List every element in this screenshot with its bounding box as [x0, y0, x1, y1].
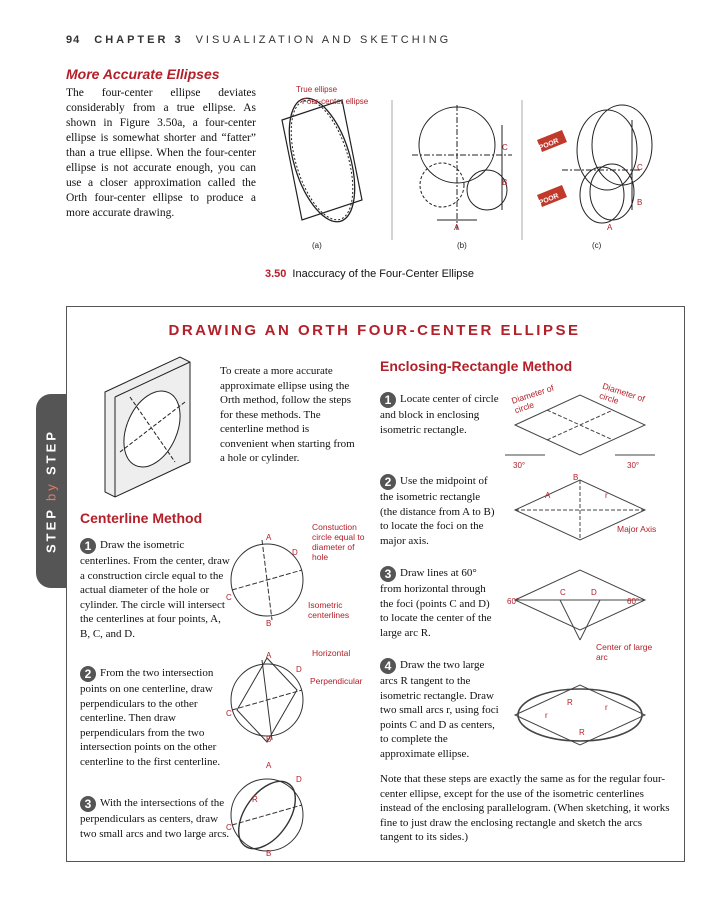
step-1-badge: 1 — [80, 538, 96, 554]
step-3-badge: 3 — [80, 796, 96, 812]
centerline-diagrams — [222, 530, 312, 860]
enclosing-step-2 — [380, 474, 500, 548]
angle-30-left: 30° — [513, 461, 526, 470]
centerline-step-3-text: With the intersections of the perpendiculars as centers, draw two small arcs and two large arcs. — [80, 797, 230, 840]
isometric-centerlines-label: Isometric centerlines — [308, 600, 350, 620]
centerline-step-2-text: From the two intersection points on one centerline, draw perpendiculars to the other centerline. Then draw perpendiculars from the two intersection points on the other centerline to the first centerline. — [80, 667, 221, 768]
enc-step-4-badge: 4 — [380, 658, 396, 674]
angle-60-right: 60° — [627, 597, 640, 606]
svg-text:B: B — [573, 473, 579, 482]
poor-label-2: POOR — [538, 192, 560, 207]
centerline-step-2 — [80, 666, 230, 769]
section-body: The four-center ellipse deviates considerably from a true ellipse. As shown in Figure 3.50a, a four-center ellipse is somewhat shorter and “fatter” than a true ellipse. When the four-center ellipse is not accurate enough, you can use a closer approximation called the Orth four-center ellipse to produce a more accurate drawing. — [66, 87, 256, 219]
construction-circle-label: Constuction circle equal to diameter of hole — [312, 522, 365, 562]
svg-text:R: R — [252, 795, 258, 804]
svg-text:r: r — [605, 703, 608, 712]
angle-30-right: 30° — [627, 461, 640, 470]
svg-text:r: r — [545, 711, 548, 720]
figure-3-50 — [262, 80, 682, 260]
svg-text:A: A — [266, 533, 272, 542]
poor-label-1: POOR — [538, 137, 560, 152]
enclosing-step-4-text: Draw the two large arcs R tangent to the isometric rectangle. Draw two small arcs r, using foci points C and D as centers, to complete the approximate ellipse. — [380, 659, 499, 760]
centerline-step-3 — [80, 796, 230, 841]
tab-step-2: STEP — [43, 429, 59, 476]
fig-c-label: (c) — [592, 241, 602, 250]
enclosing-step-3 — [380, 566, 500, 640]
svg-text:D: D — [296, 775, 302, 784]
major-axis-label: Major Axis — [617, 524, 657, 534]
four-center-label: Four-center ellipse — [302, 97, 369, 106]
horizontal-label: Horizontal — [312, 648, 351, 658]
figure-number: 3.50 — [265, 268, 287, 280]
enclosing-step-3-text: Draw lines at 60° from horizontal through the foci (points C and D) to locate the center of the large arc R. — [380, 567, 492, 639]
enc-step-3-badge: 3 — [380, 566, 396, 582]
step-by-step-tab-text — [36, 394, 66, 588]
enclosing-step-4 — [380, 658, 500, 761]
svg-text:R: R — [567, 698, 573, 707]
chapter-title: VISUALIZATION AND SKETCHING — [195, 34, 452, 46]
center-large-arc-label: Center of large arc — [596, 642, 653, 662]
angle-60-left: 60° — [507, 597, 520, 606]
enclosing-step-2-text: Use the midpoint of the isometric rectangle (the distance from A to B) to locate the foci on the major axis. — [380, 475, 495, 547]
enc-step-2-badge: 2 — [380, 474, 396, 490]
section-title: More Accurate Ellipses — [66, 66, 220, 82]
svg-text:B: B — [266, 849, 272, 858]
a-label-c: A — [607, 223, 613, 232]
enclosing-step-1-text: Locate center of circle and block in enclosing isometric rectangle. — [380, 393, 499, 436]
chapter-label: CHAPTER 3 — [94, 34, 184, 46]
svg-text:r: r — [605, 491, 608, 500]
svg-text:A: A — [266, 761, 272, 770]
svg-text:C: C — [226, 593, 232, 602]
svg-text:B: B — [266, 735, 272, 744]
svg-text:D: D — [296, 665, 302, 674]
block-with-hole-illustration — [95, 352, 205, 502]
svg-text:R: R — [579, 728, 585, 737]
a-label-b: A — [454, 223, 460, 232]
svg-text:A: A — [545, 491, 551, 500]
svg-text:D: D — [591, 588, 597, 597]
svg-text:C: C — [226, 709, 232, 718]
box-title: DRAWING AN ORTH FOUR-CENTER ELLIPSE — [168, 322, 581, 339]
svg-text:C: C — [560, 588, 566, 597]
b-label-c: B — [637, 198, 643, 207]
centerline-method-title: Centerline Method — [80, 510, 203, 526]
diameter-label-right: Diameter of circle — [598, 380, 647, 406]
svg-text:C: C — [226, 823, 232, 832]
b-label-b: B — [502, 178, 508, 187]
true-ellipse-label: True ellipse — [296, 85, 338, 94]
svg-text:D: D — [292, 548, 298, 557]
fig-b-label: (b) — [457, 241, 467, 250]
note-text: Note that these steps are exactly the same as for the regular four-center ellipse, except for the use of the isometric centerlines instead of the enclosing parallelogram. (When sketching, it works fine to just draw the enclosing rectangle and sketch the arcs tangent to its sides.) — [380, 773, 670, 843]
centerline-step-1-text: Draw the isometric centerlines. From the center, draw a construction circle equal to the actual diameter of the hole or cylinder. The circle will intersect the centerlines at four points, A, B, C, and D. — [80, 539, 230, 640]
figure-caption-text: Inaccuracy of the Four-Center Ellipse — [292, 268, 475, 280]
svg-text:B: B — [266, 619, 272, 628]
enc-step-1-badge: 1 — [380, 392, 396, 408]
diameter-label-left: Diameter of circle — [510, 382, 556, 416]
intro-text: To create a more accurate approximate ellipse using the Orth method, follow the steps for these methods. The centerline method is convenient when starting from a hole or cylinder. — [220, 365, 355, 464]
figure-caption — [265, 268, 474, 280]
centerline-step-1 — [80, 538, 230, 641]
enclosing-step-1 — [380, 392, 500, 437]
step-2-badge: 2 — [80, 666, 96, 682]
svg-text:A: A — [266, 651, 272, 660]
enclosing-method-title: Enclosing-Rectangle Method — [380, 358, 573, 374]
fig-a-label: (a) — [312, 241, 322, 250]
enclosing-diagrams — [505, 380, 655, 770]
running-header — [66, 34, 451, 46]
perpendicular-label: Perpendicular — [310, 676, 363, 686]
tab-by: by — [43, 481, 59, 501]
page-number: 94 — [66, 34, 81, 46]
tab-step-1: STEP — [43, 506, 59, 553]
c-label-c: C — [637, 163, 643, 172]
c-label-b: C — [502, 143, 508, 152]
